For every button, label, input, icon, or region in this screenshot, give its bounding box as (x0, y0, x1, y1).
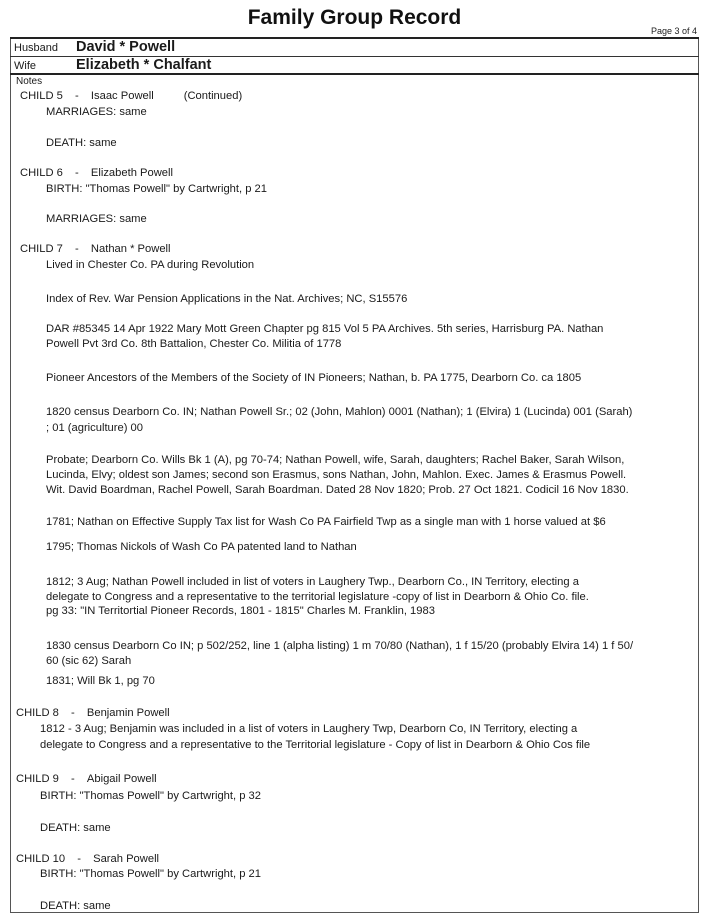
note-line: DEATH: same (46, 137, 117, 149)
child-name: Isaac Powell (90, 90, 154, 102)
page-number: Page 3 of 4 (650, 26, 697, 36)
child-heading (16, 772, 157, 786)
page-title: Family Group Record (247, 6, 462, 29)
child-heading (16, 852, 159, 866)
child-label: CHILD 9 (16, 773, 59, 785)
note-line: 1820 census Dearborn Co. IN; Nathan Powell Sr.; 02 (John, Mahlon) 0001 (Nathan); 1 (Elvira) 1 (Lucinda) 001 (Sarah) (46, 406, 633, 418)
notes-label: Notes (16, 76, 43, 87)
child-heading (20, 166, 173, 180)
child-separator: - (75, 167, 79, 179)
child-heading (16, 706, 170, 720)
note-line: DEATH: same (40, 822, 111, 834)
child-name: Nathan * Powell (90, 243, 171, 255)
child-name: Sarah Powell (93, 853, 160, 865)
child-label: CHILD 8 (16, 707, 59, 719)
child-heading (20, 242, 171, 256)
wife-row (10, 56, 699, 75)
note-line: MARRIAGES: same (46, 106, 147, 118)
continued-label: (Continued) (183, 90, 243, 102)
note-line: Wit. David Boardman, Rachel Powell, Sarah Boardman. Dated 28 Nov 1820; Prob. 27 Oct 1821. Codicil 16 Nov 1830. (46, 484, 629, 496)
note-line: DAR #85345 14 Apr 1922 Mary Mott Green Chapter pg 815 Vol 5 PA Archives. 5th series, Harrisburg PA. Nathan (46, 323, 604, 335)
husband-row (10, 37, 699, 55)
note-line: Pioneer Ancestors of the Members of the Society of IN Pioneers; Nathan, b. PA 1775, Dearborn Co. ca 1805 (46, 372, 582, 384)
note-line: BIRTH: "Thomas Powell" by Cartwright, p 21 (46, 183, 267, 195)
husband-label: Husband (14, 42, 59, 54)
child-name: Elizabeth Powell (90, 167, 173, 179)
child-label: CHILD 6 (20, 167, 63, 179)
note-line: 1812; 3 Aug; Nathan Powell included in list of voters in Laughery Twp., Dearborn Co., IN Territory, electing a (46, 576, 579, 588)
note-line: MARRIAGES: same (46, 213, 147, 225)
note-line: Probate; Dearborn Co. Wills Bk 1 (A), pg 70-74; Nathan Powell, wife, Sarah, daughters; Rachel Baker, Sarah Wilson, (46, 454, 625, 466)
note-line: ; 01 (agriculture) 00 (46, 422, 144, 434)
child-separator: - (75, 243, 79, 255)
husband-name: David * Powell (76, 39, 176, 55)
note-line: delegate to Congress and a representative to the territorial legislature -copy of list in Dearborn & Ohio Co. file. (46, 591, 589, 603)
note-line: pg 33: "IN Territortial Pioneer Records, 1801 - 1815" Charles M. Franklin, 1983 (46, 605, 435, 617)
note-line: Lived in Chester Co. PA during Revolution (46, 259, 255, 271)
child-label: CHILD 5 (20, 90, 63, 102)
note-line: Lucinda, Elvy; oldest son James; second son Erasmus, sons Nathan, John, Mahlon. Exec. James & Erasmus Powell. (46, 469, 627, 481)
child-separator: - (71, 773, 75, 785)
note-line: BIRTH: "Thomas Powell" by Cartwright, p 32 (40, 790, 261, 802)
note-line: 60 (sic 62) Sarah (46, 655, 132, 667)
child-separator: - (75, 90, 79, 102)
note-line: delegate to Congress and a representative to the Territorial legislature - Copy of list in Dearborn & Ohio Cos file (40, 739, 591, 751)
note-line: BIRTH: "Thomas Powell" by Cartwright, p 21 (40, 868, 261, 880)
note-line: DEATH: same (40, 900, 111, 912)
note-line: 1830 census Dearborn Co IN; p 502/252, line 1 (alpha listing) 1 m 70/80 (Nathan), 1 f 15/20 (probably Elvira 14) 1 f 50/ (46, 640, 634, 652)
wife-name: Elizabeth * Chalfant (76, 57, 212, 73)
child-heading (20, 89, 242, 103)
wife-label: Wife (14, 60, 36, 72)
child-label: CHILD 7 (20, 243, 63, 255)
child-separator: - (71, 707, 75, 719)
child-label: CHILD 10 (16, 853, 66, 865)
note-line: 1781; Nathan on Effective Supply Tax list for Wash Co PA Fairfield Twp as a single man with 1 horse valued at $6 (46, 516, 606, 528)
child-separator: - (77, 853, 81, 865)
note-line: Index of Rev. War Pension Applications in the Nat. Archives; NC, S15576 (46, 293, 408, 305)
note-line: Powell Pvt 3rd Co. 8th Battalion, Chester Co. Militia of 1778 (46, 338, 342, 350)
note-line: 1812 - 3 Aug; Benjamin was included in a list of voters in Laughery Twp, Dearborn Co, IN Territory, electing a (40, 723, 578, 735)
note-line: 1795; Thomas Nickols of Wash Co PA patented land to Nathan (46, 541, 357, 553)
child-name: Benjamin Powell (86, 707, 170, 719)
child-name: Abigail Powell (86, 773, 157, 785)
note-line: 1831; Will Bk 1, pg 70 (46, 675, 155, 687)
